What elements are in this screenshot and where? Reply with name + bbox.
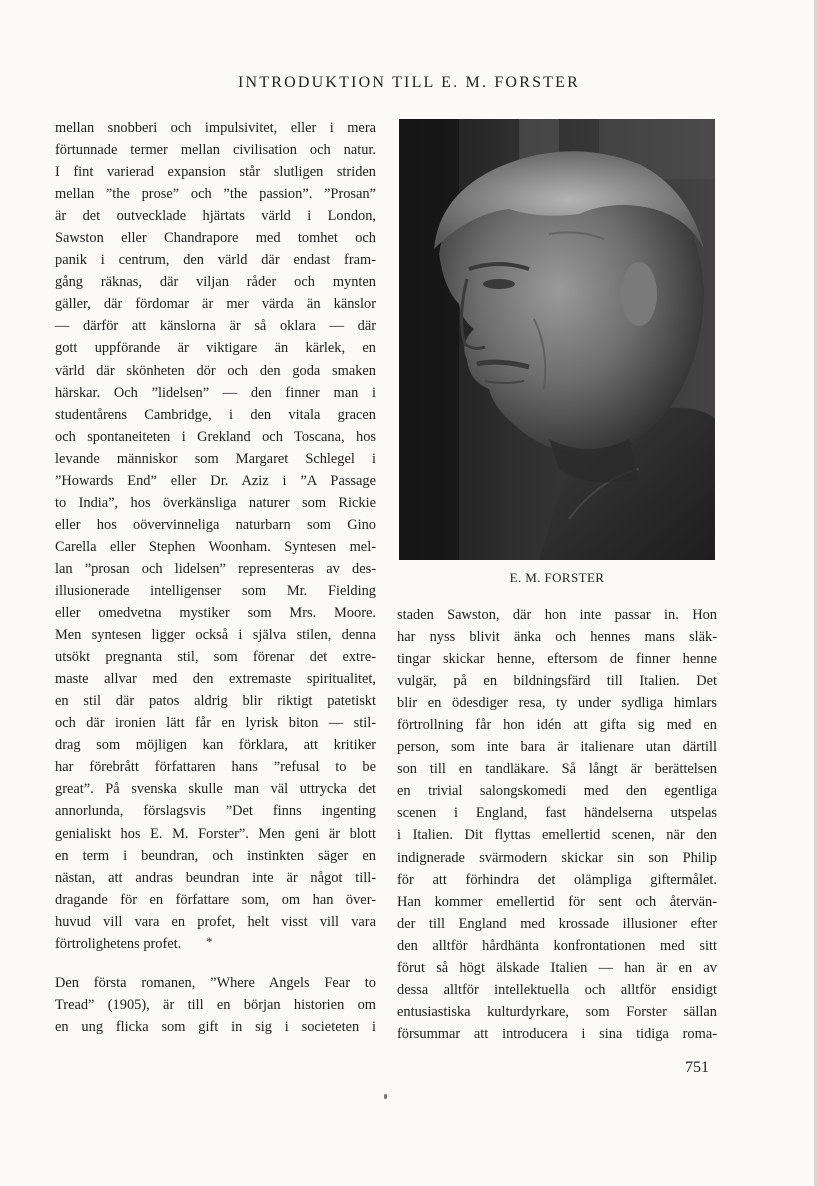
text-line: och spontaneiteten i Grekland och Toscana, hos (55, 428, 376, 445)
text-line: gång räknas, där viljan råder och mynten (55, 274, 376, 291)
text-line: nästan, att andras beundran inte är något till- (55, 869, 376, 886)
text-line: entusiastiska kulturdyrkare, som Forster sällan (397, 1003, 717, 1020)
text-line: en stil där patos aldrig blir riktigt patetiskt (55, 693, 376, 710)
text-line: Men syntesen ligger också i själva stilen, denna (55, 627, 376, 644)
text-line: drag som möjligen kan förklara, att kritiker (55, 737, 376, 754)
text-line: person, som inte bara är italienare utan därtill (397, 739, 717, 756)
text-line: Sawston eller Chandrapore med tomhet och (55, 230, 376, 247)
text-line: studentårens Cambridge, i den vitala gracen (55, 406, 376, 423)
text-line: staden Sawston, där hon inte passar in. Hon (397, 607, 717, 623)
text-line: värld där skönheten dör och den goda smaken (55, 362, 376, 379)
text-line: i Italien. Dit flyttas emellertid scenen, när den (397, 827, 717, 844)
left-column (55, 117, 376, 955)
text-line: panik i centrum, den värld där endast fram- (55, 252, 376, 269)
text-line: eller omedvetna mystiker som Mrs. Moore. (55, 605, 376, 622)
text-line: mellan snobberi och impulsivitet, eller i mera (55, 120, 376, 136)
text-line: ”Howards End” eller Dr. Aziz i ”A Passage (55, 472, 376, 489)
text-line: vulgär, på en bildningsfärd till Italien. Det (397, 673, 717, 690)
text-line: en ung flicka som gift in sig i societeten i (55, 1019, 376, 1036)
text-line: Carella eller Stephen Woonham. Syntesen mel- (55, 538, 376, 555)
text-line: eller hos oövervinneliga naturbarn som Gino (55, 516, 376, 533)
text-line: förut så högt älskade Italien — han är en av (397, 959, 717, 976)
text-line: I fint varierad expansion står slutligen striden (55, 164, 376, 181)
text-line: Den första romanen, ”Where Angels Fear to (55, 975, 376, 991)
text-line: förtrollning får hon idén att gifta sig med en (397, 717, 717, 734)
text-line: gäller, där fördomar är mer värda än känslor (55, 296, 376, 313)
text-line: lan ”prosan och lidelsen” representeras av des- (55, 560, 376, 577)
text-line: den alltför hårdhänta konfrontationen med sitt (397, 937, 717, 954)
portrait-image (399, 119, 715, 560)
text-line: förtunnade termer mellan civilisation och natur. (55, 142, 376, 159)
text-line: maste allvar med den extremaste spiritualitet, (55, 671, 376, 688)
text-line: blir en ödesdiger resa, ty under sydliga himlars (397, 695, 717, 712)
text-line: der till England med krossade illusioner efter (397, 915, 717, 932)
scan-edge (814, 0, 818, 1186)
text-line: förtrolighetens profet. (55, 935, 182, 952)
running-head: INTRODUKTION TILL E. M. FORSTER (238, 74, 580, 91)
text-line: Han kommer emellertid för sent och återvän- (397, 893, 717, 910)
portrait-photo (399, 119, 715, 560)
page-number: 751 (685, 1059, 709, 1076)
text-line: härskar. Och ”lidelsen” — den finner man i (55, 384, 376, 401)
text-line: — därför att känslorna är så oklara — där (55, 318, 376, 335)
text-line: to India”, hos överkänsliga naturer som Rickie (55, 494, 376, 511)
text-line: är det outvecklade hjärtats värld i London, (55, 208, 376, 225)
text-line: och där ironien lätt får en lyrisk biton — stil- (55, 715, 376, 732)
text-line: har förebrått författaren hans ”refusal to be (55, 759, 376, 776)
section-break: * (206, 934, 213, 949)
text-line: genialiskt hos E. M. Forster”. Men geni är blott (55, 825, 376, 842)
text-line: en trivial salongskomedi med den egentliga (397, 783, 717, 800)
text-line: tingar skickar henne, eftersom de finner henne (397, 651, 717, 668)
text-line: gott uppförande är viktigare än kärlek, en (55, 340, 376, 357)
text-line: mellan ”the prose” och ”the passion”. ”Prosan” (55, 186, 376, 203)
text-line: Tread” (1905), är till en början historien om (55, 997, 376, 1014)
text-line: huvud vill vara en profet, helt visst vill vara (55, 913, 376, 930)
text-line: en term i beundran, och instinkten säger en (55, 847, 376, 864)
text-line: försummar att introducera i sina tidiga roma- (397, 1025, 717, 1042)
photo-caption: E. M. FORSTER (509, 570, 605, 585)
text-line: dragande för en författare som, om han över- (55, 891, 376, 908)
right-column (397, 604, 717, 1045)
text-line: levande människor som Margaret Schlegel i (55, 450, 376, 467)
text-line: great”. På svenska skulle man väl uttrycka det (55, 781, 376, 798)
text-line: illusionerade intelligenser som Mr. Fielding (55, 582, 376, 599)
scan-speck (384, 1094, 387, 1099)
text-line: son till en tandläkare. Så långt är berättelsen (397, 761, 717, 778)
left-column-continued (55, 972, 376, 1038)
text-line: för att förhindra det olämpliga giftermålet. (397, 871, 717, 888)
text-line: annorlunda, förslagsvis ”Det finns ingenting (55, 803, 376, 820)
text-line: indignerade svärmodern skickar sin son Philip (397, 849, 717, 866)
text-line: har nyss blivit änka och hennes mans släk- (397, 629, 717, 646)
text-line: dessa alltför intellektuella och alltför ensidigt (397, 981, 717, 998)
text-line: utsökt pregnanta stil, som förenar det extre- (55, 649, 376, 666)
text-line: scenen i England, fast händelserna utspelas (397, 805, 717, 822)
